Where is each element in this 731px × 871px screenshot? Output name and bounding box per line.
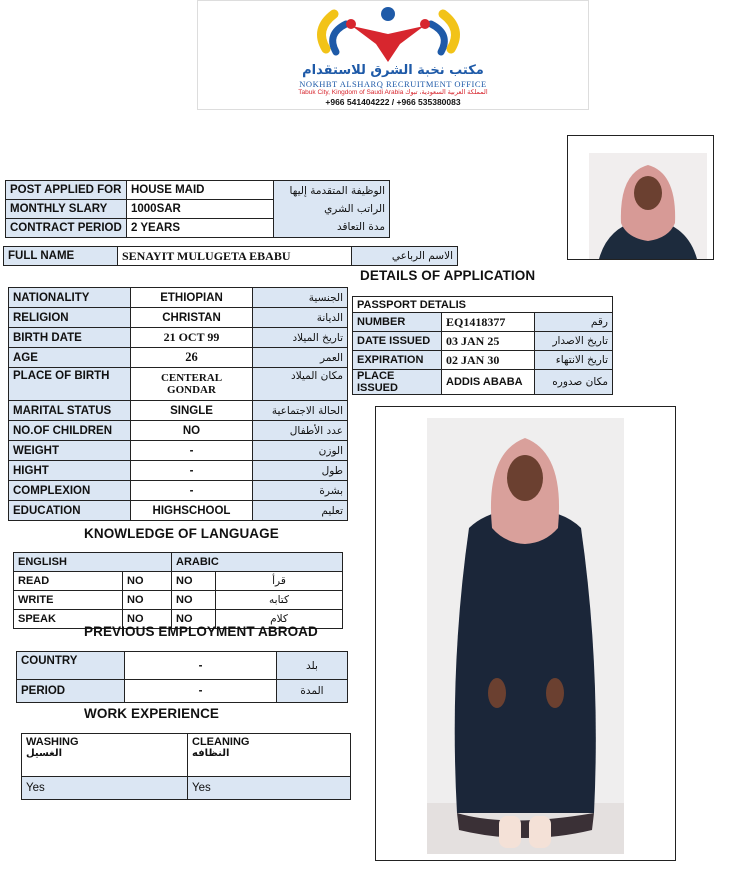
read-arabic-label: قرأ [216,572,343,591]
weight-arabic: الوزن [253,441,348,461]
table-row [9,328,348,348]
washing-label: WASHING [26,736,79,748]
religion-value: CHRISTAN [131,308,253,328]
cleaning-label: CLEANING [192,736,250,748]
logo-emblem-icon [306,4,471,66]
table-row [353,313,613,332]
write-label: WRITE [14,591,123,610]
birth-place-value: CENTERAL GONDAR [131,368,253,401]
employment-heading: PREVIOUS EMPLOYMENT ABROAD [84,624,318,639]
passport-number-value: EQ1418377 [442,313,535,332]
country-label: COUNTRY [17,652,125,680]
passport-place-label: PLACE ISSUED [353,370,442,395]
birth-date-arabic: تاريخ الميلاد [253,328,348,348]
full-body-photo-frame [375,406,676,861]
birth-date-label: BIRTH DATE [9,328,131,348]
country-arabic: بلد [277,652,348,680]
age-label: AGE [9,348,131,368]
logo-english-name: NOKHBT ALSHARQ RECRUITMENT OFFICE [299,79,487,89]
logo-arabic-name: مكتب نخبة الشرق للاستقدام [302,63,484,78]
period-value: - [125,680,277,703]
cleaning-arabic: النظافه [192,748,230,759]
table-row [4,247,458,266]
logo-block [197,0,589,110]
salary-label: MONTHLY SLARY [6,200,127,219]
full-name-table [3,246,458,266]
language-table [13,552,343,629]
language-heading: KNOWLEDGE OF LANGUAGE [84,526,279,541]
education-label: EDUCATION [9,501,131,521]
complexion-label: COMPLEXION [9,481,131,501]
weight-value: - [131,441,253,461]
passport-expiration-label: EXPIRATION [353,351,442,370]
table-row [9,401,348,421]
english-column-header: ENGLISH [14,553,172,572]
birth-place-label: PLACE OF BIRTH [9,368,131,401]
contract-arabic: مدة التعاقد [336,221,385,233]
table-row [9,421,348,441]
speak-english: NO [123,610,172,629]
write-english: NO [123,591,172,610]
nationality-label: NATIONALITY [9,288,131,308]
passport-issued-label: DATE ISSUED [353,332,442,351]
height-arabic: طول [253,461,348,481]
portrait-photo-frame [567,135,714,260]
age-value: 26 [131,348,253,368]
table-row [6,181,390,200]
salary-arabic: الراتب الشري [324,203,385,215]
children-value: NO [131,421,253,441]
age-arabic: العمر [253,348,348,368]
table-row [22,734,351,777]
complexion-value: - [131,481,253,501]
table-row [9,368,348,401]
read-label: READ [14,572,123,591]
table-row [9,481,348,501]
height-value: - [131,461,253,481]
education-value: HIGHSCHOOL [131,501,253,521]
contract-value: 2 YEARS [127,219,274,238]
portrait-photo [589,153,707,259]
passport-place-arabic: مكان صدوره [535,370,613,395]
passport-title: PASSPORT DETALIS [353,297,613,313]
post-arabic-cell [274,181,390,238]
contract-label: CONTRACT PERIOD [6,219,127,238]
speak-arabic-label: كلام [216,610,343,629]
full-name-label: FULL NAME [4,247,118,266]
complexion-arabic: بشرة [253,481,348,501]
passport-number-arabic: رقم [535,313,613,332]
table-row [9,461,348,481]
period-arabic: المدة [277,680,348,703]
table-row [14,591,343,610]
nationality-arabic: الجنسية [253,288,348,308]
table-row [9,348,348,368]
full-name-arabic: الاسم الرباعي [352,247,458,266]
cleaning-cell [188,734,351,777]
table-row [353,370,613,395]
washing-value: Yes [22,777,188,800]
passport-expiration-arabic: تاريخ الانتهاء [535,351,613,370]
children-arabic: عدد الأطفال [253,421,348,441]
post-label: POST APPLIED FOR [6,181,127,200]
table-row [14,553,343,572]
marital-value: SINGLE [131,401,253,421]
religion-label: RELIGION [9,308,131,328]
speak-arabic: NO [172,610,216,629]
table-row [9,501,348,521]
logo-phones: +966 541404222 / +966 535380083 [325,97,461,107]
post-value: HOUSE MAID [127,181,274,200]
country-value: - [125,652,277,680]
education-arabic: تعليم [253,501,348,521]
write-arabic-label: كتابه [216,591,343,610]
passport-issued-value: 03 JAN 25 [442,332,535,351]
table-row [9,308,348,328]
birth-place-arabic: مكان الميلاد [253,368,348,401]
table-row [17,680,348,703]
table-row [353,332,613,351]
read-arabic: NO [172,572,216,591]
table-row [22,777,351,800]
nationality-value: ETHIOPIAN [131,288,253,308]
marital-label: MARITAL STATUS [9,401,131,421]
table-row [9,288,348,308]
details-heading: DETAILS OF APPLICATION [360,268,536,283]
passport-issued-arabic: تاريخ الاصدار [535,332,613,351]
table-row [353,351,613,370]
salary-value: 1000SAR [127,200,274,219]
period-label: PERIOD [17,680,125,703]
passport-number-label: NUMBER [353,313,442,332]
logo-location: Tabuk City, Kingdom of Saudi Arabia المملكة العربية السعودية، تبوك [298,89,488,96]
experience-heading: WORK EXPERIENCE [84,706,220,721]
speak-label: SPEAK [14,610,123,629]
table-row [9,441,348,461]
write-arabic: NO [172,591,216,610]
arabic-column-header: ARABIC [172,553,343,572]
post-table [5,180,390,238]
table-row [14,572,343,591]
passport-place-value: ADDIS ABABA [442,370,535,395]
employment-table [16,651,348,703]
marital-arabic: الحالة الاجتماعية [253,401,348,421]
washing-cell [22,734,188,777]
cleaning-value: Yes [188,777,351,800]
table-row [353,297,613,313]
full-name-value: SENAYIT MULUGETA EBABU [118,247,352,266]
post-arabic: الوظيفة المتقدمة إليها [289,185,385,197]
children-label: NO.OF CHILDREN [9,421,131,441]
table-row [17,652,348,680]
full-body-photo [427,418,624,854]
passport-table [352,296,613,395]
height-label: HIGHT [9,461,131,481]
passport-expiration-value: 02 JAN 30 [442,351,535,370]
washing-arabic: الغسيل [26,748,63,759]
personal-table [8,287,348,521]
religion-arabic: الديانة [253,308,348,328]
experience-table [21,733,351,800]
read-english: NO [123,572,172,591]
birth-date-value: 21 OCT 99 [131,328,253,348]
weight-label: WEIGHT [9,441,131,461]
